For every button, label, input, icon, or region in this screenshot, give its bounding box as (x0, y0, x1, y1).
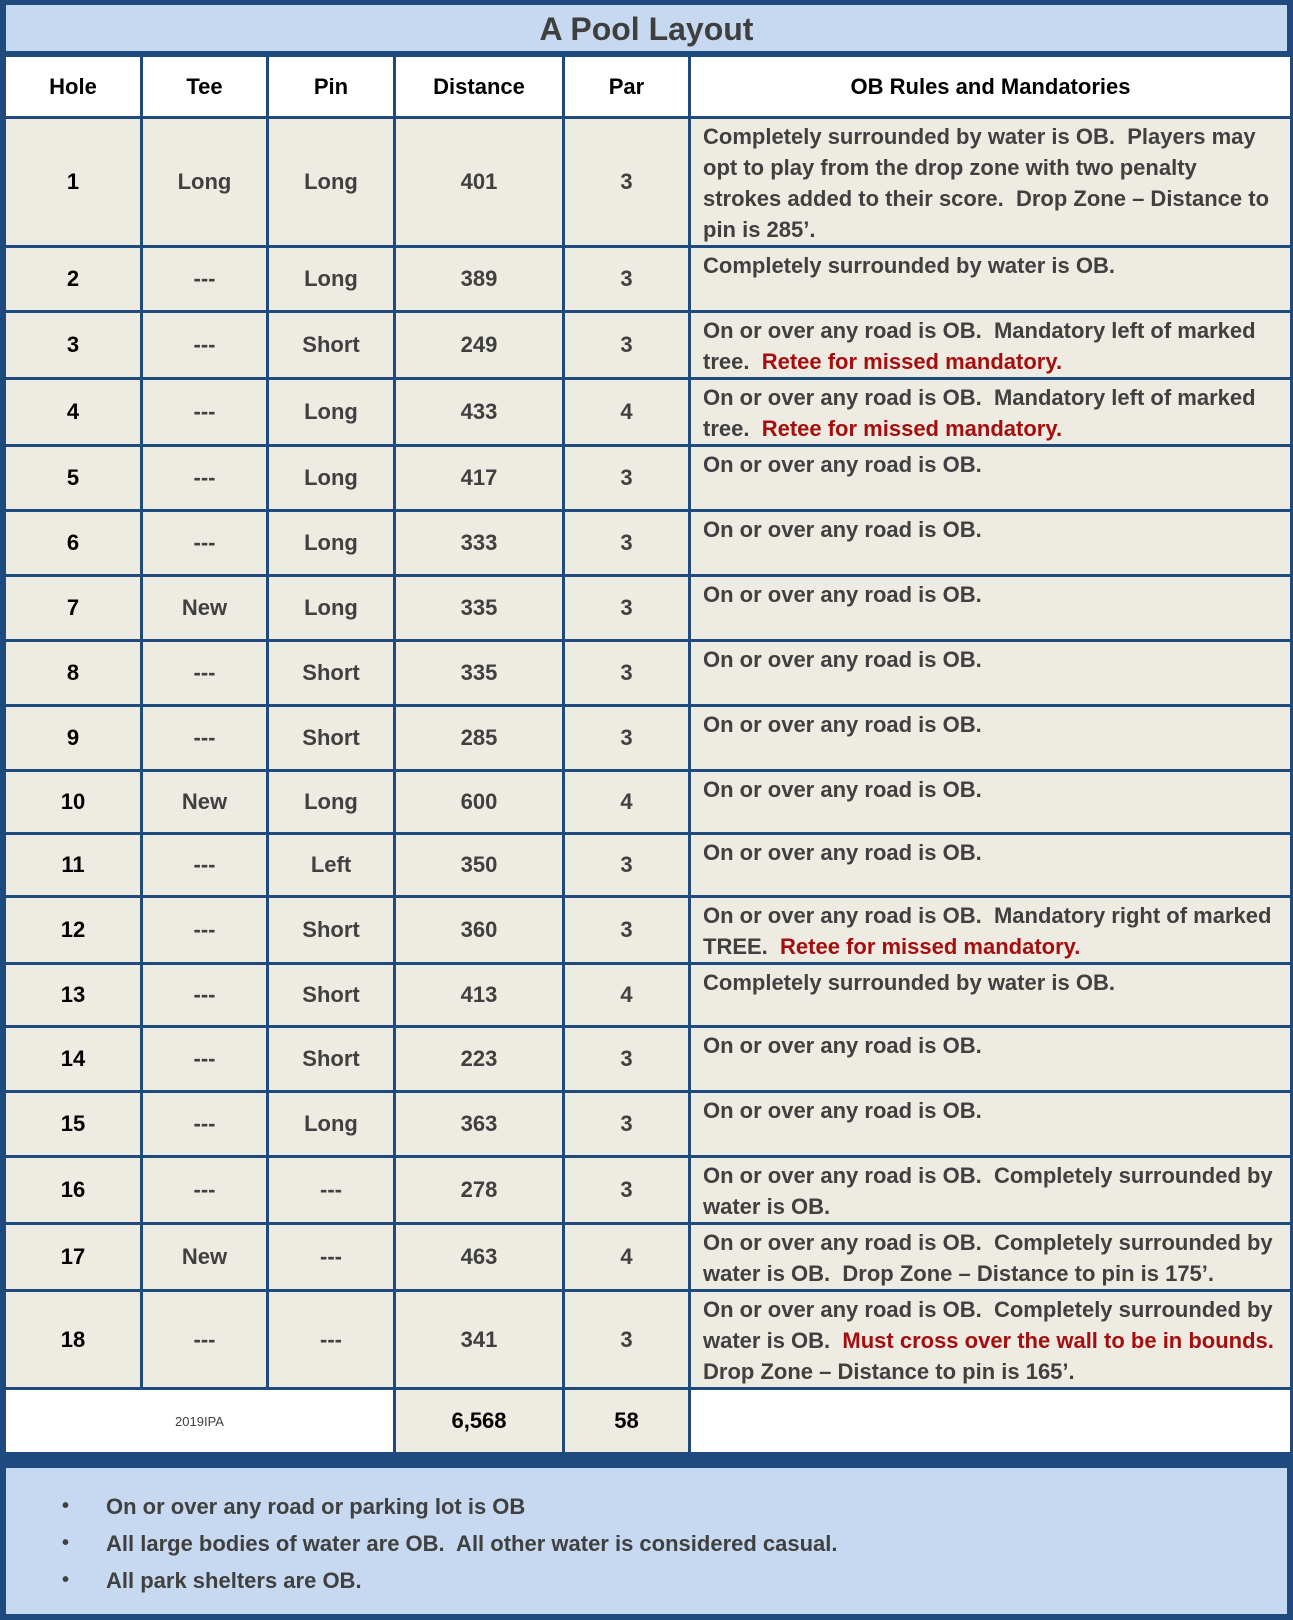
ob-rule-text: Completely surrounded by water is OB. (703, 970, 1115, 995)
hole-number: 11 (6, 835, 140, 895)
general-rule-text: All park shelters are OB. (106, 1568, 362, 1593)
ob-rule-text: On or over any road is OB. Completely surrounded by water is OB. Drop Zone – Distance to pin is 175’. (703, 1230, 1279, 1286)
distance-cell: 600 (396, 772, 562, 832)
pin-cell: Long (269, 512, 393, 574)
pin-cell: Long (269, 380, 393, 444)
ob-rule-text: On or over any road is OB. (703, 777, 982, 802)
ob-rule-cell (691, 707, 1290, 769)
general-rule-text: On or over any road or parking lot is OB (106, 1494, 526, 1519)
hole-number: 13 (6, 965, 140, 1025)
hole-number: 15 (6, 1093, 140, 1155)
ob-rule-text: Completely surrounded by water is OB. (703, 253, 1115, 278)
tee-cell: --- (143, 707, 266, 769)
ob-rule-text: On or over any road is OB. (703, 1098, 982, 1123)
bullet-icon: • (62, 1569, 70, 1591)
distance-cell: 389 (396, 248, 562, 310)
hole-number: 18 (6, 1292, 140, 1387)
pin-cell: Short (269, 642, 393, 704)
hole-number: 6 (6, 512, 140, 574)
distance-cell: 278 (396, 1158, 562, 1222)
tee-cell: New (143, 577, 266, 639)
tee-cell: --- (143, 898, 266, 962)
ob-rule-cell (691, 512, 1290, 574)
pin-cell: Short (269, 707, 393, 769)
total-distance: 6,568 (396, 1390, 562, 1452)
pin-cell: Long (269, 447, 393, 509)
general-rule-item (62, 1488, 838, 1525)
table-row (6, 447, 1290, 509)
distance-cell: 333 (396, 512, 562, 574)
distance-cell: 413 (396, 965, 562, 1025)
ob-rule-cell (691, 1093, 1290, 1155)
credit-text: 2019IPA (6, 1390, 393, 1452)
hole-number: 17 (6, 1225, 140, 1289)
bullet-icon: • (62, 1495, 70, 1517)
tee-cell: Long (143, 119, 266, 245)
table-row (6, 380, 1290, 444)
tee-cell: --- (143, 835, 266, 895)
totals-row (6, 1390, 1290, 1452)
table-row (6, 577, 1290, 639)
distance-cell: 401 (396, 119, 562, 245)
ob-rule-cell (691, 965, 1290, 1025)
table-row (6, 642, 1290, 704)
tee-cell: --- (143, 512, 266, 574)
ob-rule-cell (691, 577, 1290, 639)
hole-number: 2 (6, 248, 140, 310)
hole-number: 12 (6, 898, 140, 962)
par-cell: 3 (565, 1158, 688, 1222)
distance-cell: 363 (396, 1093, 562, 1155)
hole-number: 3 (6, 313, 140, 377)
column-header-ob-rules: OB Rules and Mandatories (691, 57, 1290, 116)
ob-rule-cell (691, 772, 1290, 832)
pin-cell: Short (269, 965, 393, 1025)
hole-number: 14 (6, 1028, 140, 1090)
ob-rule-cell (691, 119, 1290, 245)
par-cell: 4 (565, 772, 688, 832)
ob-rule-warning: Must cross over the wall to be in bounds. (842, 1328, 1274, 1353)
ob-rule-text: On or over any road is OB. (703, 1033, 982, 1058)
ob-rule-cell (691, 380, 1290, 444)
table-row (6, 313, 1290, 377)
distance-cell: 249 (396, 313, 562, 377)
distance-cell: 360 (396, 898, 562, 962)
hole-number: 8 (6, 642, 140, 704)
ob-rule-text: On or over any road is OB. (703, 712, 982, 737)
pin-cell: Short (269, 1028, 393, 1090)
column-header-hole: Hole (6, 57, 140, 116)
par-cell: 4 (565, 1225, 688, 1289)
par-cell: 3 (565, 313, 688, 377)
totals-blank-cell (691, 1390, 1290, 1452)
tee-cell: --- (143, 1292, 266, 1387)
distance-cell: 417 (396, 447, 562, 509)
bullet-icon: • (62, 1532, 70, 1554)
tee-cell: --- (143, 313, 266, 377)
pin-cell: Long (269, 577, 393, 639)
hole-number: 9 (6, 707, 140, 769)
ob-rule-text: On or over any road is OB. Mandatory left of marked tree. (703, 385, 1262, 441)
ob-rule-cell (691, 835, 1290, 895)
column-header-par: Par (565, 57, 688, 116)
ob-rule-cell (691, 642, 1290, 704)
table-row (6, 1093, 1290, 1155)
table-row (6, 1225, 1290, 1289)
distance-cell: 341 (396, 1292, 562, 1387)
general-rules-panel (6, 1468, 1287, 1614)
ob-rule-text: On or over any road is OB. Mandatory left of marked tree. (703, 318, 1262, 374)
par-cell: 4 (565, 380, 688, 444)
tee-cell: --- (143, 1093, 266, 1155)
pin-cell: Short (269, 898, 393, 962)
hole-table (3, 54, 1293, 1455)
pin-cell: Long (269, 1093, 393, 1155)
pin-cell: Long (269, 119, 393, 245)
tee-cell: --- (143, 1028, 266, 1090)
table-row (6, 248, 1290, 310)
table-row (6, 707, 1290, 769)
general-rules-list (62, 1488, 838, 1599)
par-cell: 3 (565, 447, 688, 509)
ob-rule-cell (691, 1028, 1290, 1090)
pin-cell: Short (269, 313, 393, 377)
par-cell: 3 (565, 1292, 688, 1387)
ob-rule-cell (691, 1158, 1290, 1222)
tee-cell: --- (143, 447, 266, 509)
table-header-row (6, 57, 1290, 116)
table-row (6, 1028, 1290, 1090)
tee-cell: --- (143, 248, 266, 310)
tee-cell: --- (143, 380, 266, 444)
general-rule-item (62, 1525, 838, 1562)
ob-rule-text: On or over any road is OB. Mandatory right of marked TREE. (703, 903, 1278, 959)
column-header-pin: Pin (269, 57, 393, 116)
par-cell: 3 (565, 512, 688, 574)
ob-rule-warning: Retee for missed mandatory. (761, 349, 1063, 374)
pin-cell: Left (269, 835, 393, 895)
ob-rule-text: On or over any road is OB. (703, 517, 982, 542)
par-cell: 3 (565, 1093, 688, 1155)
ob-rule-cell (691, 447, 1290, 509)
par-cell: 3 (565, 898, 688, 962)
pin-cell: Long (269, 772, 393, 832)
hole-number: 4 (6, 380, 140, 444)
table-row (6, 965, 1290, 1025)
tee-cell: New (143, 1225, 266, 1289)
ob-rule-text: On or over any road is OB. (703, 647, 982, 672)
ob-rule-text: Completely surrounded by water is OB. Players may opt to play from the drop zone with two penalty strokes added to their score. Drop Zone – Distance to pin is 285’. (703, 124, 1276, 242)
general-rule-text: All large bodies of water are OB. All other water is considered casual. (106, 1531, 838, 1556)
par-cell: 3 (565, 577, 688, 639)
ob-rule-text-after: Drop Zone – Distance to pin is 165’. (703, 1328, 1287, 1384)
distance-cell: 350 (396, 835, 562, 895)
table-row (6, 772, 1290, 832)
tee-cell: --- (143, 965, 266, 1025)
column-header-distance: Distance (396, 57, 562, 116)
ob-rule-cell (691, 1225, 1290, 1289)
table-row (6, 512, 1290, 574)
ob-rule-text: On or over any road is OB. Completely surrounded by water is OB. (703, 1297, 1279, 1353)
ob-rule-text: On or over any road is OB. (703, 840, 982, 865)
ob-rule-warning: Retee for missed mandatory. (761, 416, 1063, 441)
distance-cell: 335 (396, 577, 562, 639)
tee-cell: --- (143, 1158, 266, 1222)
hole-number: 10 (6, 772, 140, 832)
column-header-tee: Tee (143, 57, 266, 116)
pin-cell: Long (269, 248, 393, 310)
distance-cell: 463 (396, 1225, 562, 1289)
table-row (6, 835, 1290, 895)
hole-number: 5 (6, 447, 140, 509)
ob-rule-text: On or over any road is OB. Completely surrounded by water is OB. (703, 1163, 1279, 1219)
distance-cell: 335 (396, 642, 562, 704)
tee-cell: --- (143, 642, 266, 704)
pin-cell: --- (269, 1158, 393, 1222)
distance-cell: 285 (396, 707, 562, 769)
par-cell: 3 (565, 248, 688, 310)
table-row (6, 1292, 1290, 1387)
pin-cell: --- (269, 1292, 393, 1387)
general-rule-item (62, 1562, 838, 1599)
ob-rule-warning: Retee for missed mandatory. (780, 934, 1081, 959)
ob-rule-cell (691, 898, 1290, 962)
distance-cell: 433 (396, 380, 562, 444)
ob-rule-cell (691, 313, 1290, 377)
par-cell: 3 (565, 642, 688, 704)
table-row (6, 1158, 1290, 1222)
hole-number: 1 (6, 119, 140, 245)
ob-rule-cell (691, 248, 1290, 310)
hole-number: 16 (6, 1158, 140, 1222)
tee-cell: New (143, 772, 266, 832)
table-row (6, 898, 1290, 962)
hole-number: 7 (6, 577, 140, 639)
total-par: 58 (565, 1390, 688, 1452)
pin-cell: --- (269, 1225, 393, 1289)
ob-rule-text: On or over any road is OB. (703, 582, 982, 607)
ob-rule-text: On or over any road is OB. (703, 452, 982, 477)
par-cell: 3 (565, 119, 688, 245)
par-cell: 3 (565, 707, 688, 769)
table-row (6, 119, 1290, 245)
page-title: A Pool Layout (6, 5, 1287, 51)
ob-rule-cell (691, 1292, 1290, 1387)
par-cell: 3 (565, 835, 688, 895)
par-cell: 4 (565, 965, 688, 1025)
par-cell: 3 (565, 1028, 688, 1090)
distance-cell: 223 (396, 1028, 562, 1090)
